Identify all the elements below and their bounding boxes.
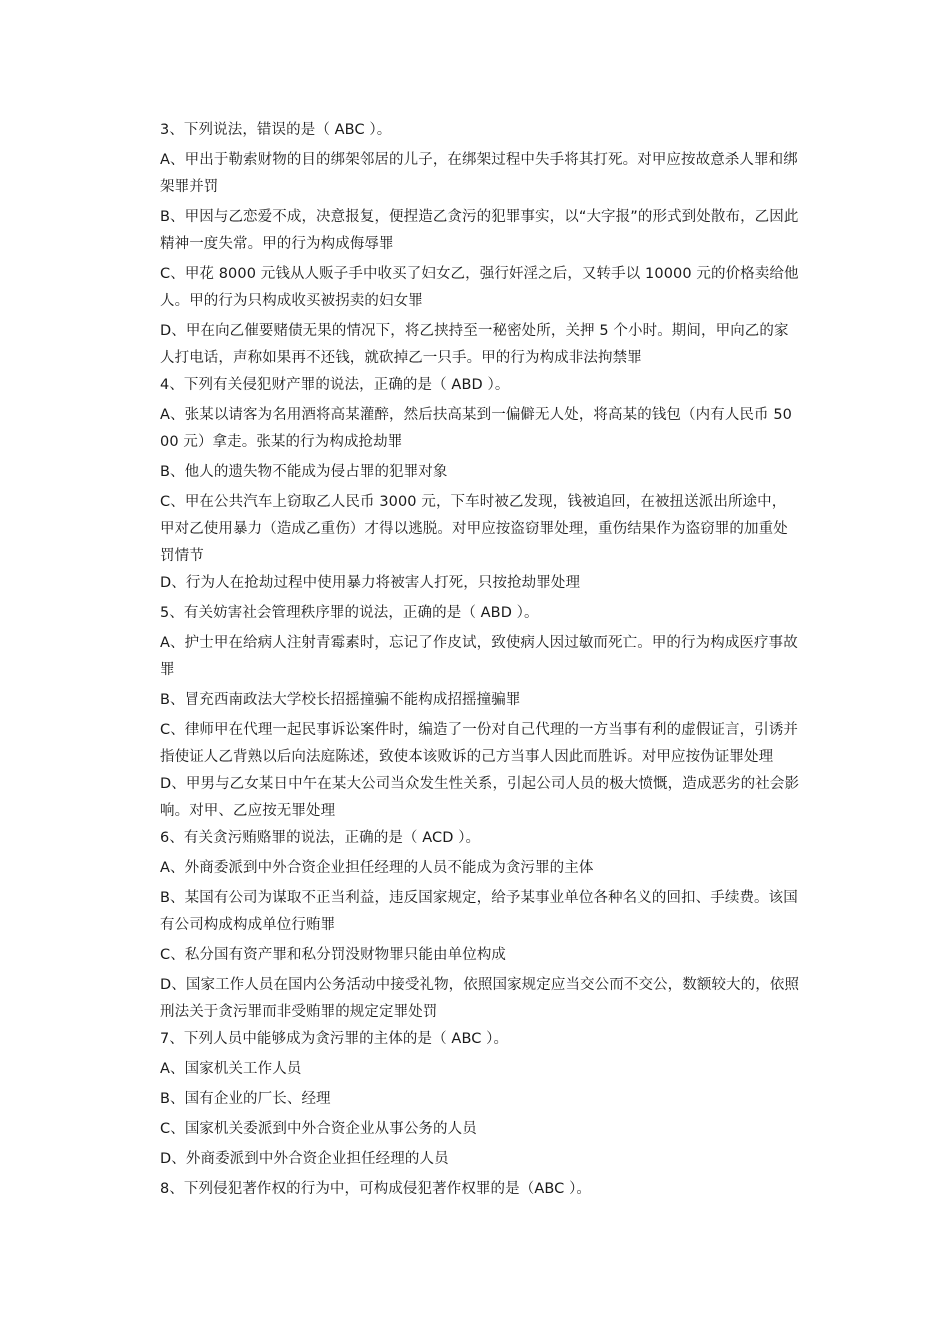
question-5: 5、有关妨害社会管理秩序罪的说法，正确的是（ ABD ）。 — [160, 605, 539, 621]
question-4-option-d: D、行为人在抢劫过程中使用暴力将被害人打死，只按抢劫罪处理 — [160, 575, 581, 591]
question-3-option-a: A、甲出于勒索财物的目的绑架邻居的儿子，在绑架过程中失手将其打死。对甲应按故意杀人罪和绑架罪并罚 — [160, 152, 798, 195]
question-6-option-c: C、私分国有资产罪和私分罚没财物罪只能由单位构成 — [160, 947, 507, 963]
question-5-option-b: B、冒充西南政法大学校长招摇撞骗不能构成招摇撞骗罪 — [160, 692, 521, 708]
question-3-option-b: B、甲因与乙恋爱不成，决意报复，便捏造乙贪污的犯罪事实，以“大字报”的形式到处散布，乙因此精神一度失常。甲的行为构成侮辱罪 — [160, 209, 799, 252]
question-4-option-b: B、他人的遗失物不能成为侵占罪的犯罪对象 — [160, 464, 448, 480]
question-3: 3、下列说法，错误的是（ ABC ）。 — [160, 122, 392, 138]
question-4-option-c: C、甲在公共汽车上窃取乙人民币 3000 元，下车时被乙发现，钱被追回，在被扭送派出所途中，甲对乙使用暴力（造成乙重伤）才得以逃脱。对甲应按盗窃罪处理，重伤结果作为盗窃罪的加重处罚情节 — [160, 494, 788, 564]
question-7: 7、下列人员中能够成为贪污罪的主体的是（ ABC ）。 — [160, 1031, 509, 1047]
question-6-option-a: A、外商委派到中外合资企业担任经理的人员不能成为贪污罪的主体 — [160, 860, 594, 876]
question-6-option-b: B、某国有公司为谋取不正当利益，违反国家规定，给予某事业单位各种名义的回扣、手续费。该国有公司构成构成单位行贿罪 — [160, 890, 798, 933]
question-7-option-b: B、国有企业的厂长、经理 — [160, 1091, 331, 1107]
question-3-option-c: C、甲花 8000 元钱从人贩子手中收买了妇女乙，强行奸淫之后，又转手以 10000 元的价格卖给他人。甲的行为只构成收买被拐卖的妇女罪 — [160, 266, 799, 309]
document-body — [160, 115, 800, 1203]
question-5-option-d: D、甲男与乙女某日中午在某大公司当众发生性关系，引起公司人员的极大愤慨，造成恶劣的社会影响。对甲、乙应按无罪处理 — [160, 776, 800, 819]
question-7-option-c: C、国家机关委派到中外合资企业从事公务的人员 — [160, 1121, 477, 1137]
question-6: 6、有关贪污贿赂罪的说法，正确的是（ ACD ）。 — [160, 830, 481, 846]
question-4-option-a: A、张某以请客为名用酒将高某灌醉，然后扶高某到一偏僻无人处，将高某的钱包（内有人民币 5000 元）拿走。张某的行为构成抢劫罪 — [160, 407, 792, 450]
question-7-option-d: D、外商委派到中外合资企业担任经理的人员 — [160, 1151, 449, 1167]
question-5-option-a: A、护士甲在给病人注射青霉素时，忘记了作皮试，致使病人因过敏而死亡。甲的行为构成医疗事故罪 — [160, 635, 798, 678]
question-6-option-d: D、国家工作人员在国内公务活动中接受礼物，依照国家规定应当交公而不交公，数额较大的，依照刑法关于贪污罪而非受贿罪的规定定罪处罚 — [160, 977, 800, 1020]
question-7-option-a: A、国家机关工作人员 — [160, 1061, 302, 1077]
question-3-option-d: D、甲在向乙催要赌债无果的情况下，将乙挟持至一秘密处所，关押 5 个小时。期间，甲向乙的家人打电话，声称如果再不还钱，就砍掉乙一只手。甲的行为构成非法拘禁罪 — [160, 323, 789, 366]
question-4: 4、下列有关侵犯财产罪的说法，正确的是（ ABD ）。 — [160, 377, 510, 393]
question-8: 8、下列侵犯著作权的行为中，可构成侵犯著作权罪的是（ABC ）。 — [160, 1181, 592, 1197]
question-5-option-c: C、律师甲在代理一起民事诉讼案件时，编造了一份对自己代理的一方当事有利的虚假证言，引诱并指使证人乙背熟以后向法庭陈述，致使本该败诉的己方当事人因此而胜诉。对甲应按伪证罪处理 — [160, 722, 799, 765]
